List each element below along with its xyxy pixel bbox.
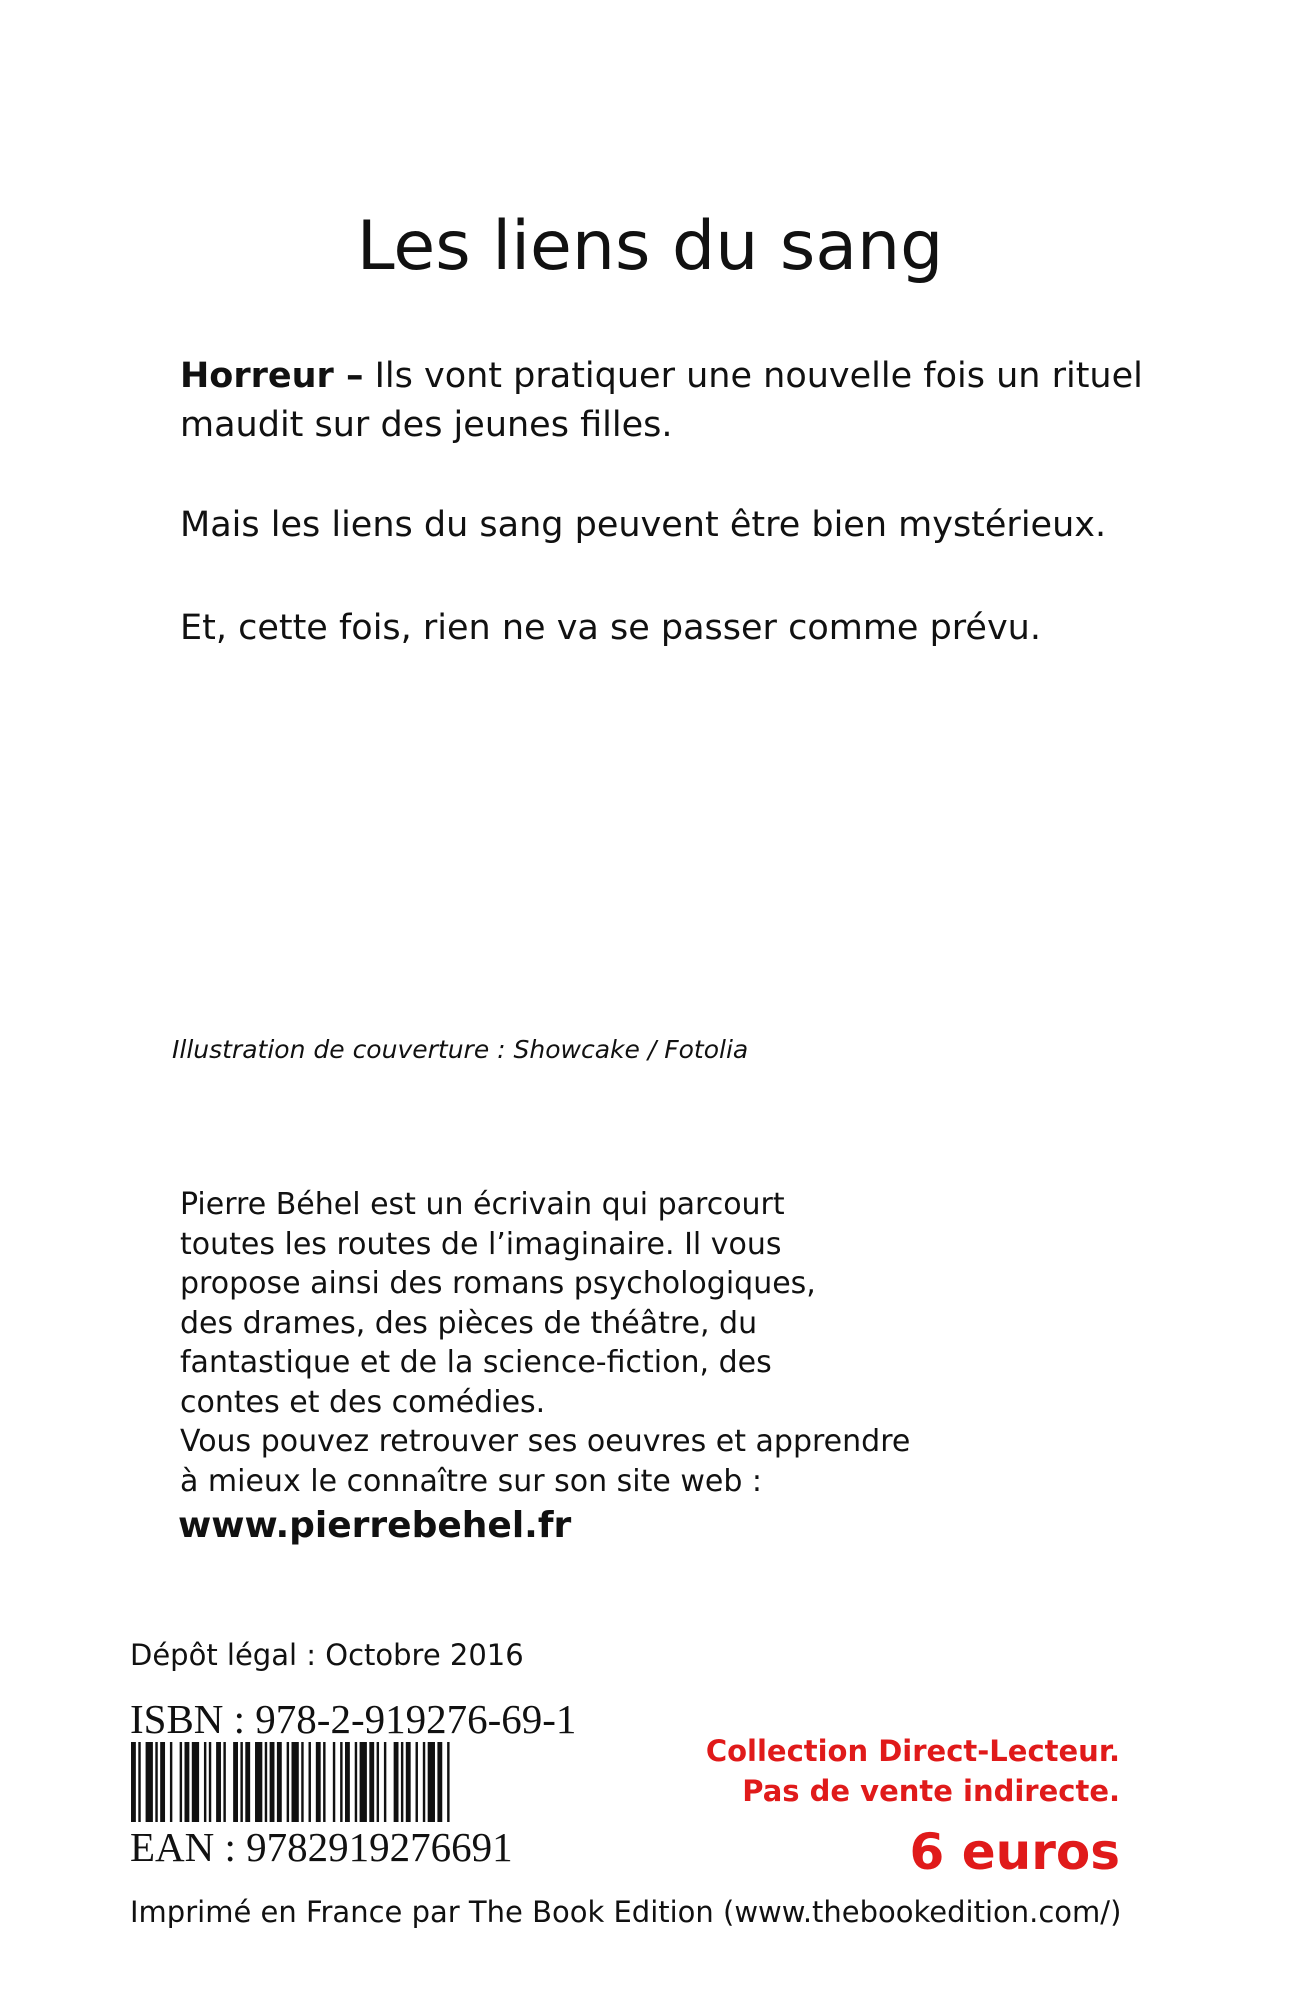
barcode-bar — [360, 1742, 367, 1822]
barcode-bar — [423, 1742, 425, 1822]
barcode-bar — [428, 1742, 435, 1822]
blurb-paragraph-2: Mais les liens du sang peuvent être bien mystérieux. — [180, 505, 1107, 545]
isbn-label: ISBN : 978-2-919276-69-1 — [130, 1696, 577, 1742]
barcode-bar — [146, 1742, 153, 1822]
author-bio-line: fantastique et de la science-fiction, des — [180, 1345, 772, 1380]
barcode-bar — [287, 1742, 289, 1822]
barcode-bar — [377, 1742, 379, 1822]
author-bio-line: propose ainsi des romans psychologiques, — [180, 1266, 816, 1301]
collection-label: Collection Direct-Lecteur. — [705, 1734, 1120, 1768]
barcode-bar — [170, 1742, 172, 1822]
barcode-bar — [160, 1742, 165, 1822]
price-label: 6 euros — [909, 1823, 1120, 1881]
illustration-credit: Illustration de couverture : Showcake / Fotolia — [172, 1035, 749, 1064]
legal-deposit: Dépôt légal : Octobre 2016 — [130, 1638, 524, 1672]
author-bio-line: à mieux le connaître sur son site web : — [180, 1463, 763, 1499]
barcode-bar — [406, 1742, 411, 1822]
barcode-bar — [209, 1742, 211, 1822]
barcode-bar — [394, 1742, 399, 1822]
barcode-bar — [204, 1742, 206, 1822]
barcode-bar — [180, 1742, 182, 1822]
barcode-bar — [131, 1742, 136, 1822]
barcode-bar — [255, 1742, 262, 1822]
barcode-bar — [216, 1742, 221, 1822]
printer-notice: Imprimé en France par The Book Edition (www.thebookedition.com/) — [130, 1895, 1122, 1929]
author-website: www.pierrebehel.fr — [178, 1505, 572, 1546]
blurb-paragraph-3: Et, cette fois, rien ne va se passer comme prévu. — [180, 608, 1041, 648]
author-bio-line: Vous pouvez retrouver ses oeuvres et apprendre — [180, 1424, 911, 1459]
barcode-bar — [384, 1742, 386, 1822]
author-bio-line: des drames, des pièces de théâtre, du — [180, 1305, 758, 1341]
barcode-bar — [309, 1742, 311, 1822]
barcode-bar — [340, 1742, 342, 1822]
barcode-image — [131, 1742, 452, 1822]
barcode-bar — [416, 1742, 418, 1822]
author-bio-line: toutes les routes de l’imaginaire. Il vous — [180, 1226, 782, 1262]
genre-label: Horreur – — [180, 356, 364, 396]
barcode-bar — [316, 1742, 321, 1822]
author-bio-line: contes et des comédies. — [180, 1384, 546, 1420]
barcode-bar — [155, 1742, 157, 1822]
barcode-bar — [277, 1742, 282, 1822]
barcode-bar — [333, 1742, 335, 1822]
barcode-bar — [301, 1742, 303, 1822]
barcode-bar — [265, 1742, 267, 1822]
barcode-bar — [223, 1742, 225, 1822]
barcode-bar — [345, 1742, 350, 1822]
barcode-bar — [437, 1742, 442, 1822]
author-bio-line: Pierre Béhel est un écrivain qui parcourt — [180, 1187, 785, 1222]
barcode-bar — [240, 1742, 242, 1822]
barcode-bar — [138, 1742, 140, 1822]
barcode-bar — [270, 1742, 275, 1822]
barcode-bar — [245, 1742, 250, 1822]
barcode-bar — [369, 1742, 374, 1822]
book-title: Les liens du sang — [356, 207, 944, 286]
author-bio — [180, 1185, 910, 1501]
barcode-bar — [355, 1742, 357, 1822]
barcode-bar — [233, 1742, 238, 1822]
sales-notice: Pas de vente indirecte. — [742, 1774, 1120, 1808]
barcode-bar — [323, 1742, 325, 1822]
blurb-text-1: Ils vont pratiquer une nouvelle fois un rituel maudit sur des jeunes filles. — [180, 356, 1143, 445]
blurb-paragraph-1 — [180, 352, 1170, 450]
barcode-bar — [447, 1742, 449, 1822]
barcode-bar — [292, 1742, 299, 1822]
barcode-bar — [192, 1742, 199, 1822]
ean-label: EAN : 9782919276691 — [130, 1824, 513, 1870]
barcode-bar — [401, 1742, 403, 1822]
barcode-bar — [185, 1742, 190, 1822]
